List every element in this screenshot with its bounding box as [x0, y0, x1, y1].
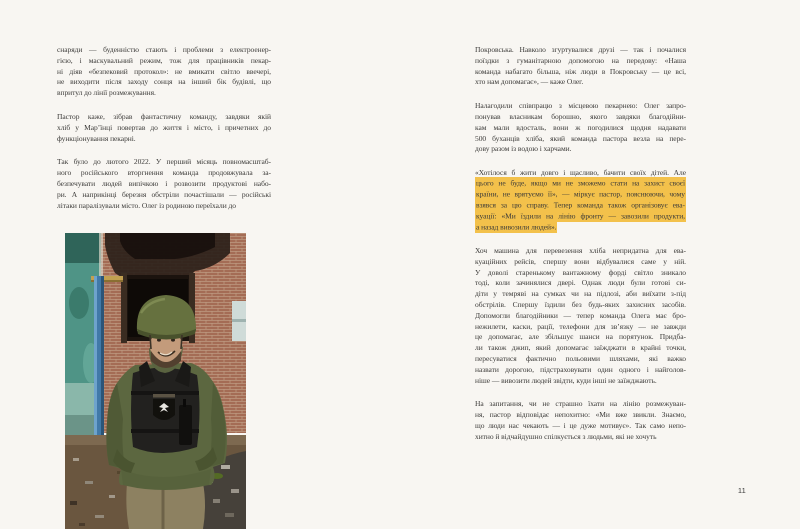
paragraph-local-bakery: Налагодили співпрацю з місцевою пекарнею: Олег запро- понував власникам борошно, якого завдяки благодійни- кам мали вдосталь, вони ж погодилися щодня надавати 500 буханців хліба, який команда пастора везла на пере- дову разом із водою і харчами.: [475, 101, 686, 154]
blue-pipe: [94, 276, 104, 448]
paragraph-pokrovsk-friends: Покровська. Навколо згуртувалися друзі — так і почалися поїздки з гуманітарною допомогою на передову: «Наша команда набагато більша, ніж люди в Покровську — це всі, хто нам допомагає», — каже Олег.: [475, 45, 686, 87]
paragraph-february-2022: Так було до лютого 2022. У перший місяць повномасштаб- ного російського вторгнення команда продовжувала за- безпечувати людей випічкою і розвозити продуктові набо- ри. А наприкінці березня обстріли почастішали — російські літаки паралізували місто. Олег із родиною переїхали до: [57, 157, 271, 210]
paragraph-pastor-quote-highlighted: «Хотілося б жити довго і щасливо, бачити своїх дітей. Але цього не буде, якщо ми не зможемо стати на захист своєї країни, не врятуємо її», — міркує пастор, пояснюючи, чому взявся за цю справу. Тепер команда також організовує ева- куації: «Ми їздили на лінію фронту — завозили продукти, а назад вивозили людей».: [475, 168, 686, 232]
paragraph-not-afraid: На запитання, чи не страшно їхати на лінію розмежуван- ня, пастор відповідає непохитно: «Ми вже звикли. Знаємо, що люди нас чекають — і це дуже мотивує». Так само непо- хитно й відчайдушно спілкується з людьми, які не хочуть: [475, 399, 686, 441]
paragraph-evacuation-vehicle: Хоч машина для перевезення хліба непридатна для ева- куаційних рейсів, спершу вони відбувалися саме у ній. У доволі старенькому вантажному форді світло зникало тоді, коли зачинялися двері. Однак люди були готові си- діти у темряві на сумках чи на підлозі, аби виїхати з-під обстрілів. Спершу їздили без будь-яких захисних засобів. Допомогли благодійники — тепер команда Олега має бро- нежилети, каски, рації, телефони для зв’язку — не завжди це допомагає, але збільшує шанси на порятунок. Придба- ли також джип, який допомагає заїжджати в крайні точки, пересуватися фактично польовими шляхами, які важко назвати дорогою, підстраховувати один одного і найголов- ніше — вивозити людей звідти, куди інші не заїжджають.: [475, 245, 686, 385]
paragraph-pastor-team: Пастор каже, зібрав фантастичну команду, завдяки якій хліб у Мар’їнці повертав до життя і місто, і причетних до функціонування пекарні.: [57, 111, 271, 143]
right-text-column: [475, 45, 686, 456]
soldier-photo: [65, 233, 246, 529]
page-number: 11: [737, 486, 746, 495]
left-text-column: [57, 45, 271, 224]
paragraph-shelling-protocol: снаряди — буденністю стають і проблеми з електроенер- гією, і маскувальний режим, тож для працівників пекар- ні діяв «безпековий протокол»: не вмикати світло ввечері, не виходити після заходу сонця на інший бік будівлі, що впритул до лінії розмежування.: [57, 45, 271, 98]
radio-pouch: [179, 399, 192, 445]
right-window: [232, 301, 246, 341]
